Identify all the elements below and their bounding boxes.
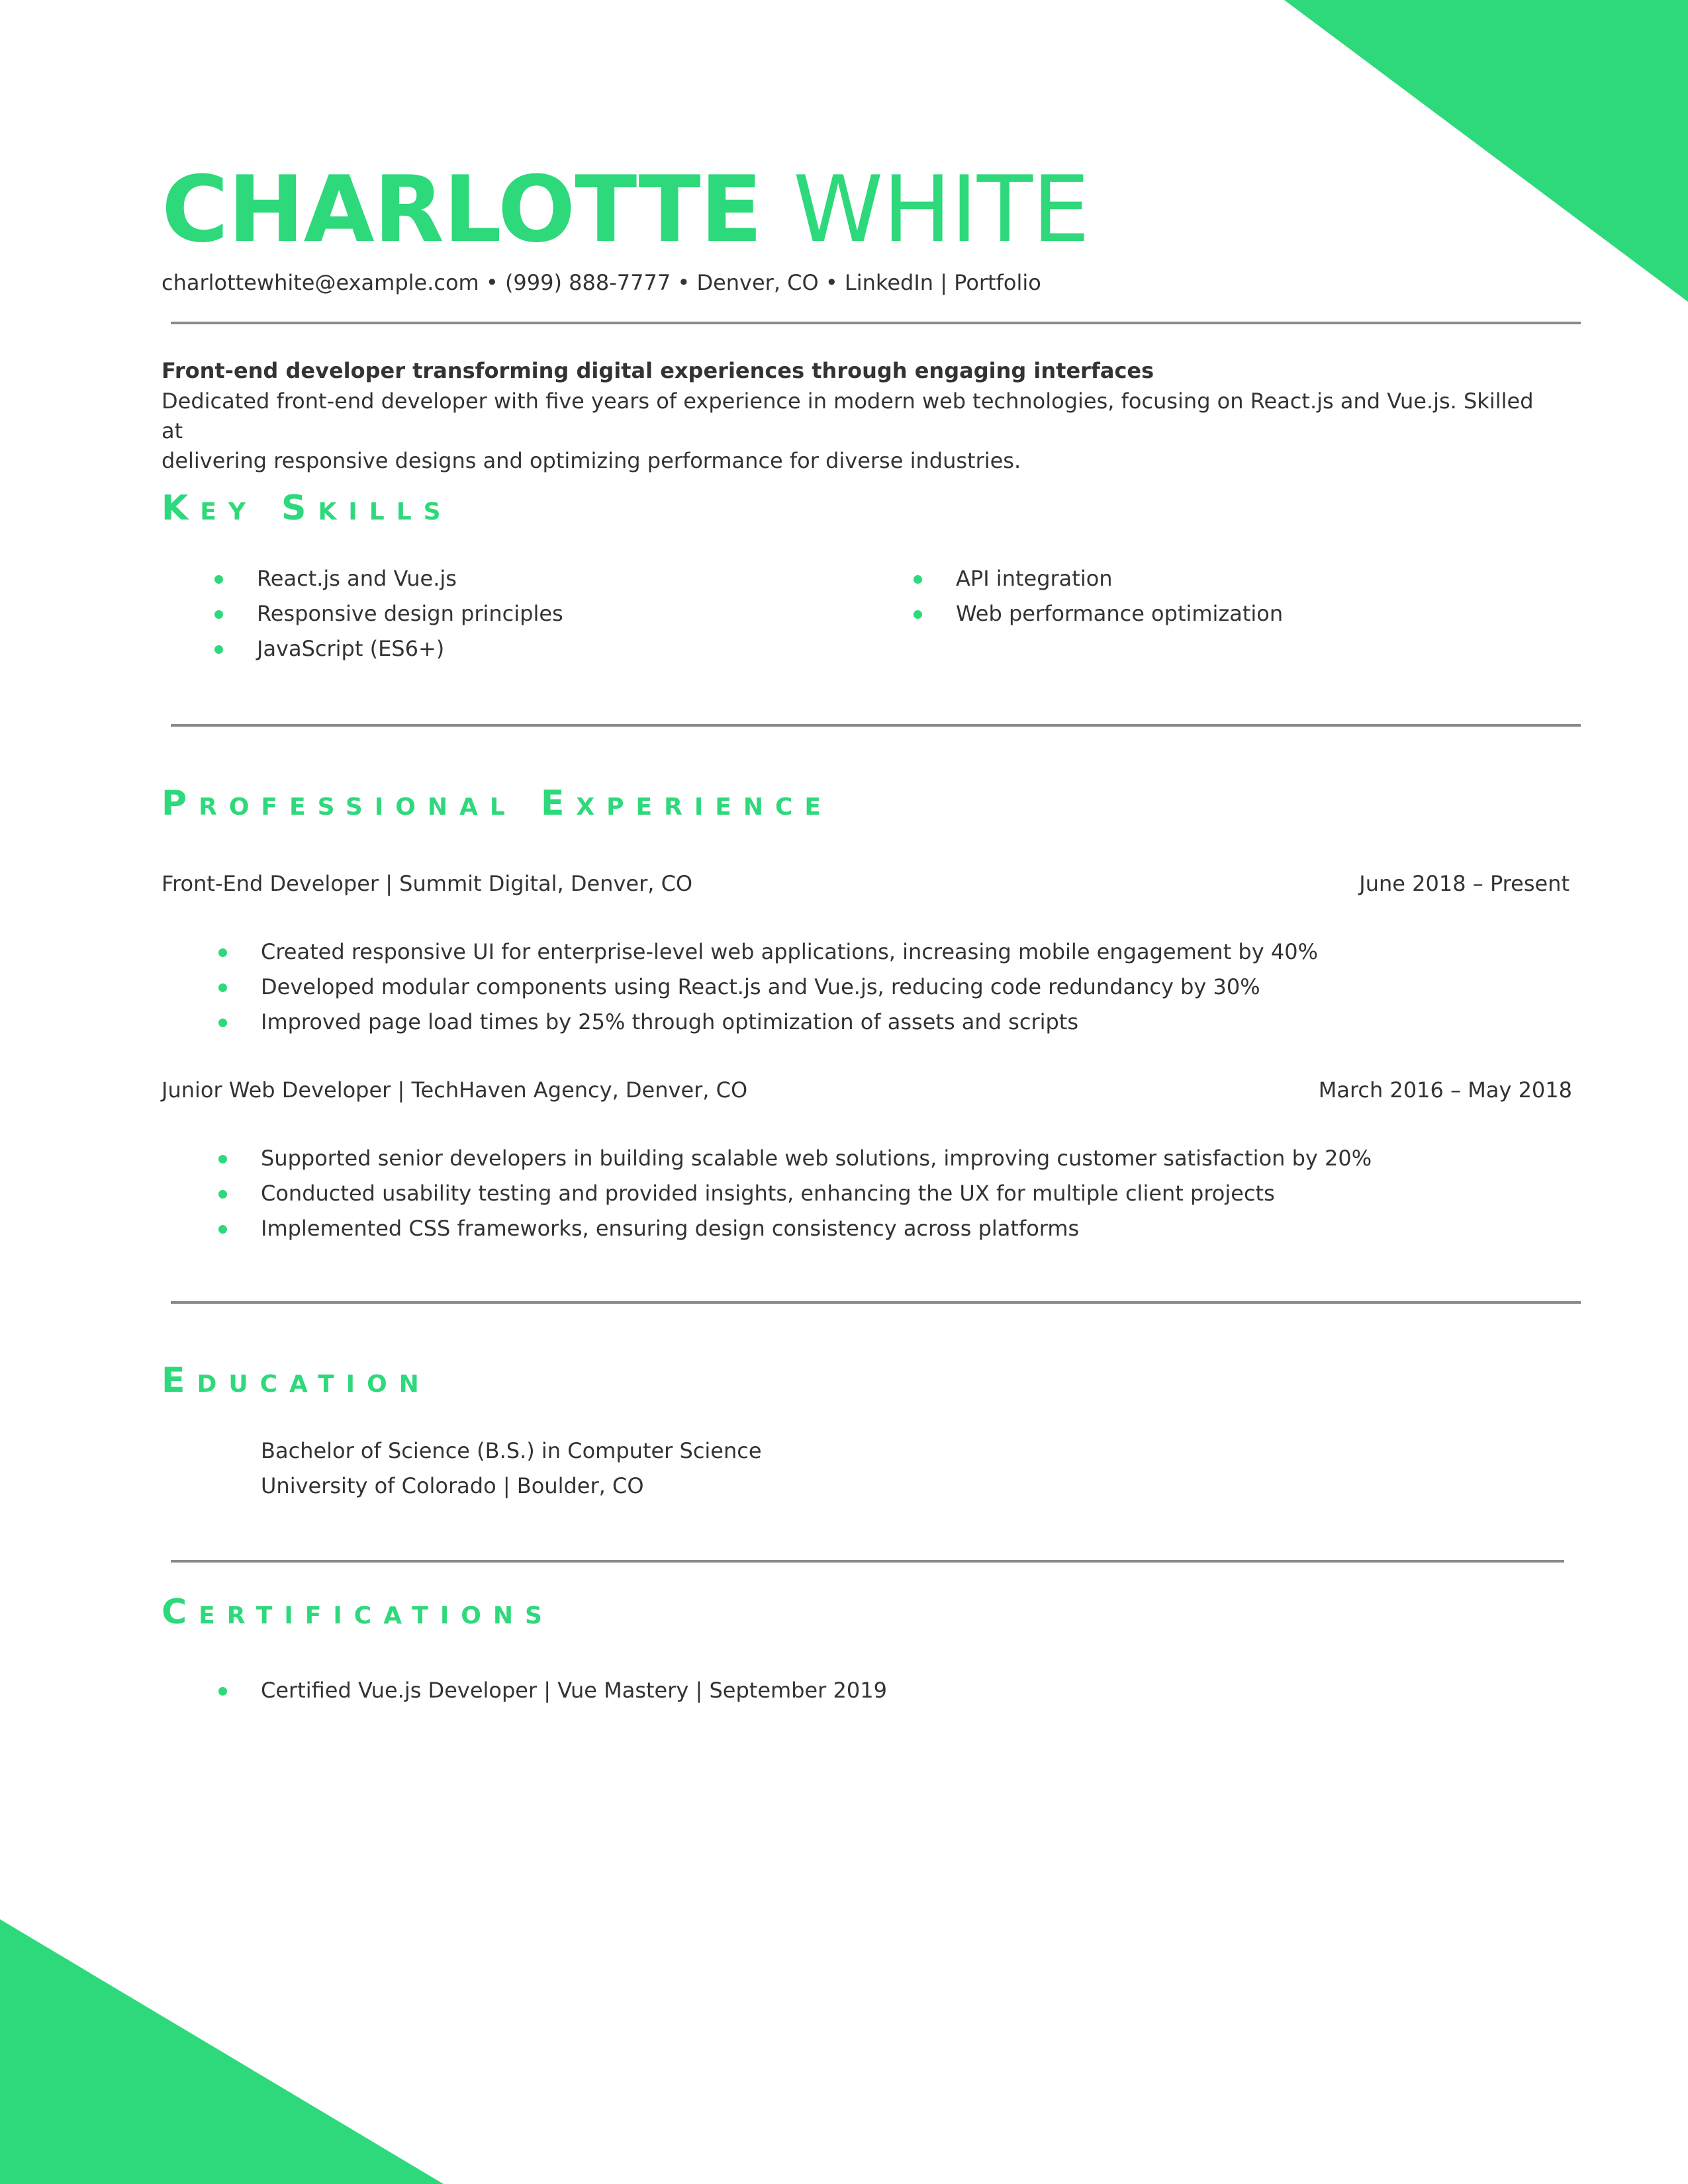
experience-divider [171,1301,1581,1304]
job-bullet: Developed modular components using React.js and Vue.js, reducing code redundancy by 30% [261,970,1318,1005]
skills-list-left [257,561,563,666]
header-divider [171,322,1581,324]
certifications-list [261,1673,887,1708]
contact-line: charlottewhite@example.com • (999) 888-7777 • Denver, CO • LinkedIn | Portfolio [162,270,1041,295]
bottom-left-accent-triangle [0,1919,444,2184]
job-bullet: Implemented CSS frameworks, ensuring design consistency across platforms [261,1211,1372,1246]
job-dates: June 2018 – Present [1359,871,1570,896]
job-bullet: Supported senior developers in building scalable web solutions, improving customer satisfaction by 20% [261,1141,1372,1176]
skills-list-right [956,561,1283,631]
skills-title: Key Skills [162,488,453,528]
last-name: WHITE [792,156,1090,263]
education-school: University of Colorado | Boulder, CO [261,1473,644,1498]
education-title: Education [162,1361,431,1400]
experience-title: Professional Experience [162,784,833,823]
job-bullet: Improved page load times by 25% through optimization of assets and scripts [261,1005,1318,1040]
summary-line: delivering responsive designs and optimizing performance for diverse industries. [162,448,1021,473]
job-bullets [261,1141,1372,1246]
skill-item: React.js and Vue.js [257,561,563,596]
job-bullet: Conducted usability testing and provided insights, enhancing the UX for multiple client projects [261,1176,1372,1211]
skills-divider [171,724,1581,727]
education-divider [171,1560,1564,1563]
education-degree: Bachelor of Science (B.S.) in Computer Science [261,1438,762,1463]
skill-item: Web performance optimization [956,596,1283,631]
job-dates: March 2016 – May 2018 [1318,1077,1572,1103]
certification-item: Certified Vue.js Developer | Vue Mastery | September 2019 [261,1673,887,1708]
first-name: CHARLOTTE [162,156,762,263]
job-heading: Junior Web Developer | TechHaven Agency, Denver, CO [162,1077,748,1103]
top-right-accent-triangle [1284,0,1688,302]
job-bullet: Created responsive UI for enterprise-level web applications, increasing mobile engagement by 40% [261,934,1318,970]
certifications-title: Certifications [162,1592,554,1632]
skill-item: JavaScript (ES6+) [257,631,563,666]
job-bullets [261,934,1318,1040]
summary-headline: Front-end developer transforming digital experiences through engaging interfaces [162,358,1154,383]
candidate-name [162,154,1089,266]
skill-item: Responsive design principles [257,596,563,631]
summary-line: Dedicated front-end developer with five years of experience in modern web technologies, focusing on React.js and Vue.js. Skilled at [162,388,1534,443]
skill-item: API integration [956,561,1283,596]
summary-text [162,387,1552,476]
job-heading: Front-End Developer | Summit Digital, Denver, CO [162,871,693,896]
